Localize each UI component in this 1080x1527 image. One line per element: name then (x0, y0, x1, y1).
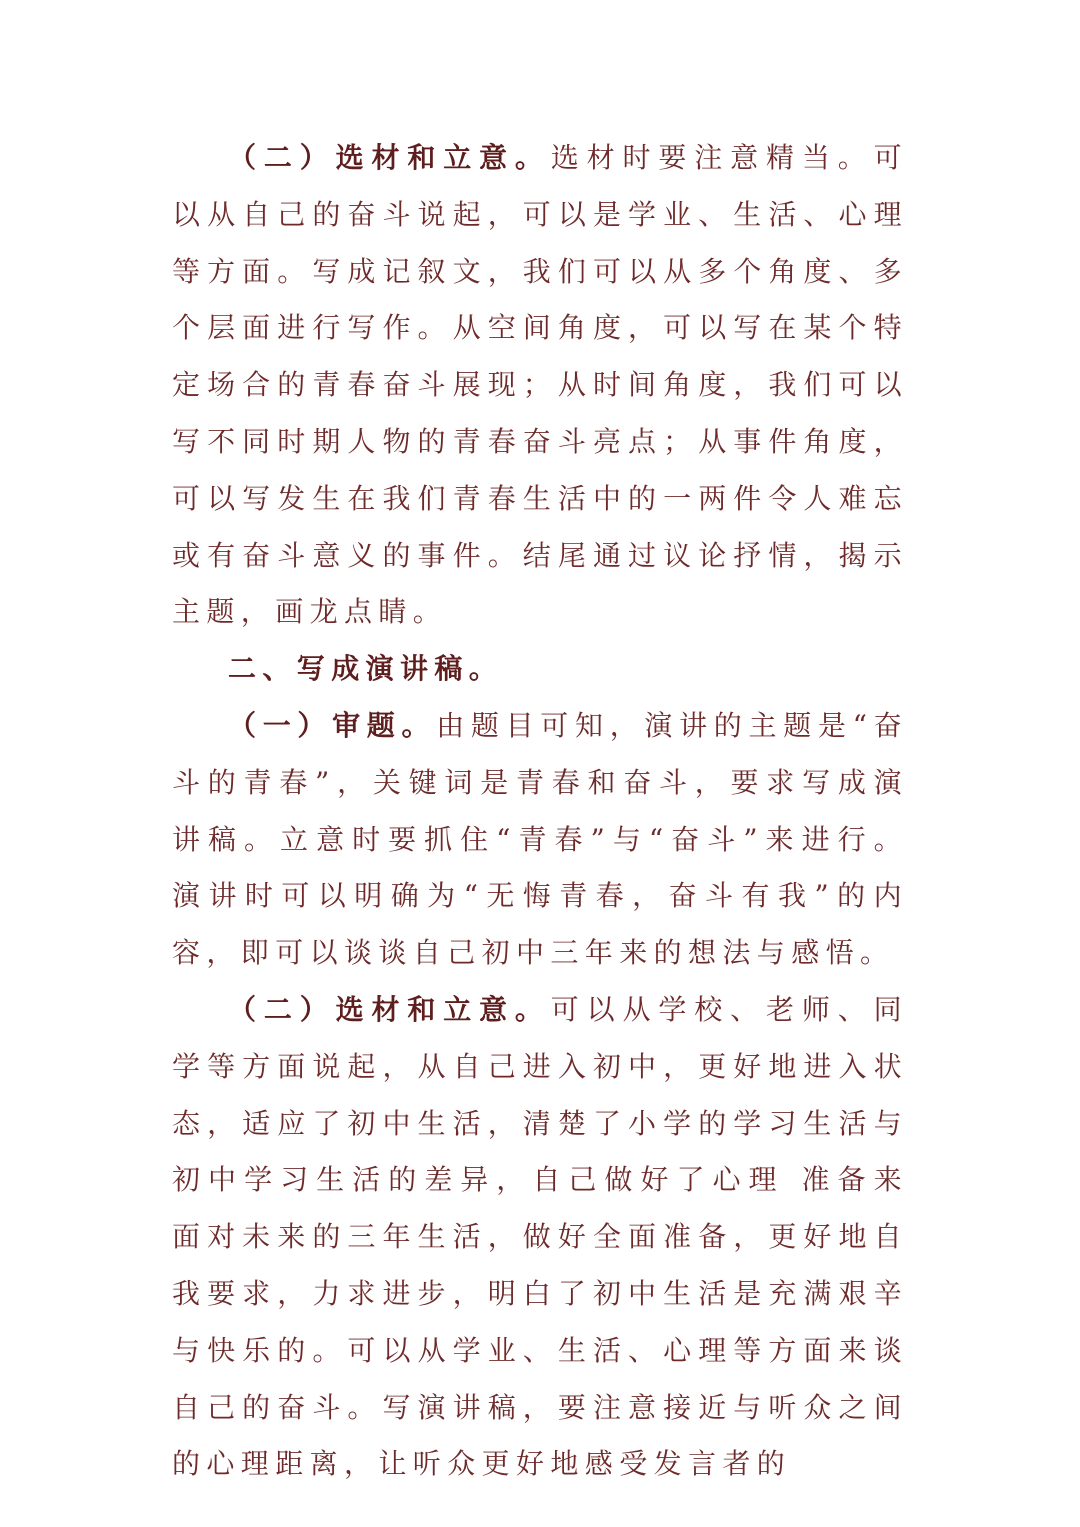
paragraph-heading: （二）选材和立意。 (228, 992, 551, 1026)
paragraph-heading: （二）选材和立意。 (228, 141, 551, 174)
section-heading: 二、写成演讲稿。 (228, 652, 504, 686)
paragraph-text: 由题目可知，演讲的主题是“奋斗的青春”，关键词是青春和奋斗，要求写成演讲稿。立意时要抓住“青春”与“奋斗”来进行。演讲时可以明确为“无悔青春，奋斗有我”的内容，即可以谈谈自己初中三年来的想法与感悟。 (172, 708, 908, 970)
paragraph-heading: （一）审题。 (228, 708, 437, 742)
section-heading-speech (172, 641, 908, 698)
paragraph-material-selection (172, 130, 908, 641)
paragraph-text: 选材时要注意精当。可以从自己的奋斗说起，可以是学业、生活、心理等方面。写成记叙文，我们可以从多个角度、多个层面进行写作。从空间角度，可以写在某个特定场合的青春奋斗展现；从时间角度，我们可以写不同时期人物的青春奋斗亮点；从事件角度，可以写发生在我们青春生活中的一两件令人难忘或有奋斗意义的事件。结尾通过议论抒情，揭示主题，画龙点睛。 (172, 141, 908, 629)
document-body (172, 130, 908, 1493)
paragraph-speech-material (172, 982, 908, 1493)
paragraph-topic-review (172, 698, 908, 982)
paragraph-text: 可以从学校、老师、同学等方面说起，从自己进入初中，更好地进入状态，适应了初中生活，清楚了小学的学习生活与初中学习生活的差异，自己做好了心理 准备来面对未来的三年生活，做好全面准备，更好地自我要求，力求进步，明白了初中生活是充满艰辛与快乐的。可以从学业、生活、心理等方面来谈自己的奋斗。写演讲稿，要注意接近与听众之间的心理距离，让听众更好地感受发言者的 (172, 992, 908, 1481)
